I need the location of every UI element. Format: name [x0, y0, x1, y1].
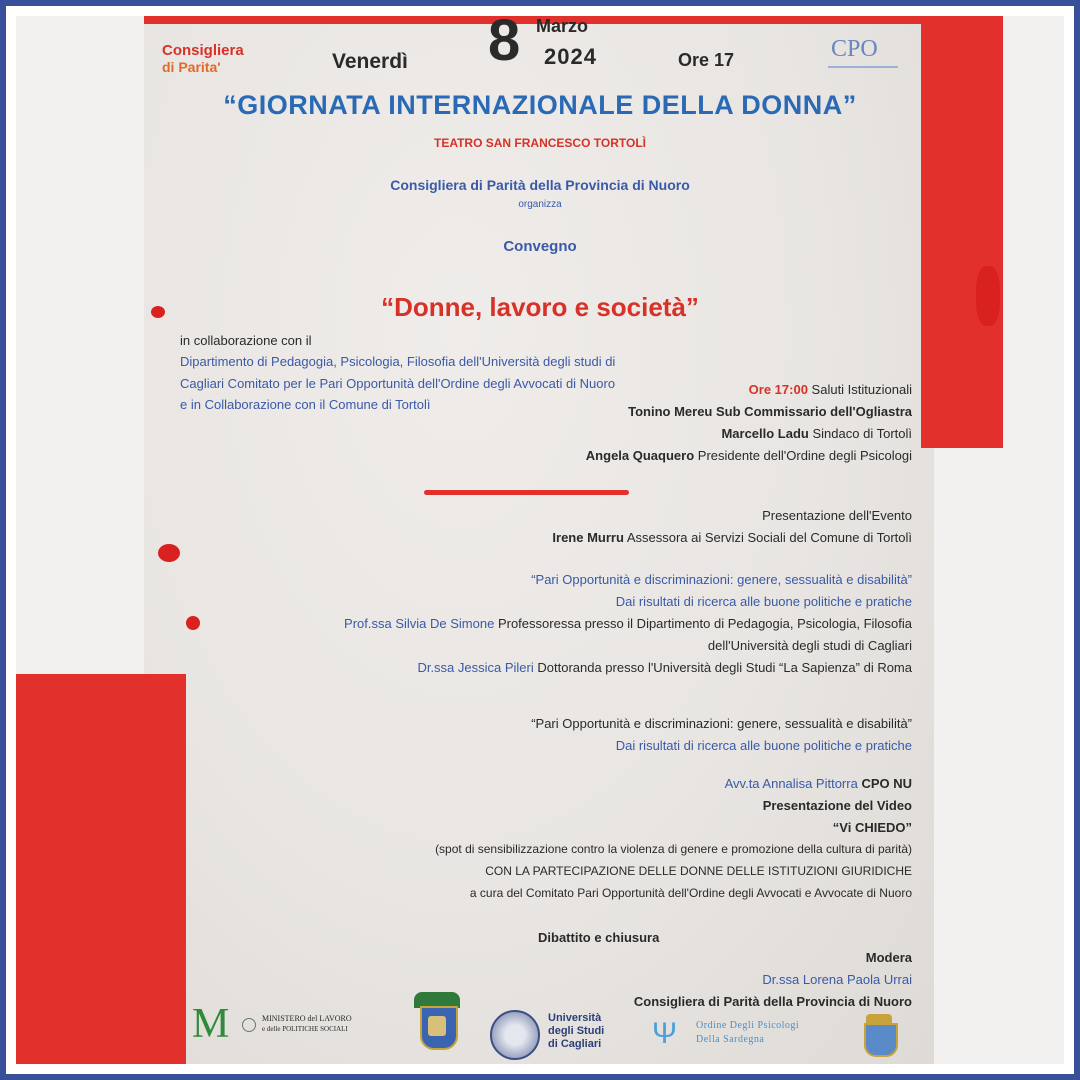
- speaker-name: Angela Quaquero: [585, 448, 695, 463]
- speaker-row: [586, 448, 912, 463]
- dibattito-label: Dibattito e chiusura: [538, 930, 660, 945]
- speaker-role: CPO NU: [861, 776, 912, 791]
- modera-label: Modera: [865, 950, 912, 965]
- red-splatter: [158, 544, 180, 562]
- saluti-label: Saluti Istituzionali: [811, 382, 912, 397]
- ministero-emblem-icon: M: [192, 1001, 230, 1047]
- speaker-role: Sub Commissario dell'Ogliastra: [716, 404, 912, 419]
- video-title: “Vi CHIEDO”: [832, 820, 912, 835]
- speaker-name: Avv.ta Annalisa Pittorra: [724, 776, 858, 791]
- talk1-subtitle: Dai risultati di ricerca alle buone politiche e pratiche: [615, 594, 912, 609]
- talk2-subtitle: Dai risultati di ricerca alle buone politiche e pratiche: [615, 738, 912, 753]
- uni-line3: di Cagliari: [548, 1038, 602, 1050]
- speaker-row: [721, 426, 912, 441]
- speaker-role: Sindaco di Tortolì: [812, 426, 912, 441]
- speaker-role-cont: dell'Università degli studi di Cagliari: [707, 638, 912, 653]
- psi-line1: Ordine Degli Psicologi: [696, 1020, 800, 1031]
- psi-line2: Della Sardegna: [696, 1034, 765, 1045]
- red-stripe-right: [921, 16, 1003, 448]
- logo-left-line2: di Parita': [162, 59, 221, 75]
- saluti-time: Ore 17:00: [748, 382, 808, 397]
- logo-left-line1: Consigliera: [162, 42, 244, 59]
- venue: TEATRO SAN FRANCESCO TORTOLÌ: [433, 136, 646, 150]
- speaker-row: [725, 776, 912, 791]
- convegno-subtitle: “Donne, lavoro e società”: [381, 292, 699, 322]
- consigliera-logo: [162, 42, 244, 75]
- red-divider: [424, 490, 629, 495]
- cpo-logo: CPO: [831, 36, 878, 62]
- provincia-crest-icon: [414, 992, 460, 1054]
- university-name: [548, 1012, 604, 1051]
- moderator-role: Consigliera di Parità della Provincia di Nuoro: [633, 994, 912, 1009]
- poster-frame: [6, 6, 1074, 1074]
- speaker-name: Irene Murru: [552, 530, 624, 545]
- red-stripe-left: [16, 674, 186, 1064]
- speaker-role: Dottoranda presso l'Università degli Studi “La Sapienza” di Roma: [537, 660, 912, 675]
- university-seal-icon: [490, 1010, 540, 1060]
- a-cura-label: a cura del Comitato Pari Opportunità dell'Ordine degli Avvocati e Avvocate di Nuoro: [469, 886, 912, 900]
- ministero-logo: [192, 1000, 352, 1050]
- collab-line3: e in Collaborazione con il Comune di Tortolì: [180, 397, 431, 412]
- speaker-role: Assessora ai Servizi Sociali del Comune di Tortolì: [626, 530, 912, 545]
- ministero-line2: e delle POLITICHE SOCIALI: [262, 1025, 348, 1033]
- speaker-row: [417, 660, 912, 675]
- speaker-role: Professoressa presso il Dipartimento di Pedagogia, Psicologia, Filosofia: [497, 616, 912, 631]
- talk2-title: “Pari Opportunità e discriminazioni: genere, sessualità e disabilità”: [531, 716, 912, 731]
- collab-intro: in collaborazione con il: [180, 333, 312, 348]
- saluti-row: [749, 382, 912, 397]
- speaker-row: [552, 530, 912, 545]
- speaker-name: Prof.ssa Silvia De Simone: [344, 616, 495, 631]
- year-label: 2024: [544, 44, 597, 69]
- collab-line1: Dipartimento di Pedagogia, Psicologia, Filosofia dell'Università degli studi di: [180, 354, 616, 369]
- speaker-name: Dr.ssa Jessica Pileri: [417, 660, 534, 675]
- speaker-role: Presidente dell'Ordine degli Psicologi: [697, 448, 912, 463]
- uni-line1: Università: [548, 1012, 602, 1024]
- partecipazione-label: CON LA PARTECIPAZIONE DELLE DONNE DELLE ISTITUZIONI GIURIDICHE: [485, 864, 912, 878]
- presentazione-label: Presentazione dell'Evento: [762, 508, 912, 523]
- organizza-label: organizza: [518, 199, 562, 210]
- date-number: 8: [488, 16, 521, 73]
- poster: [16, 16, 1064, 1064]
- speaker-name: Marcello Ladu: [721, 426, 809, 441]
- speaker-name: Tonino Mereu: [628, 404, 713, 419]
- red-splatter: [186, 616, 200, 630]
- organizer: Consigliera di Parità della Provincia di Nuoro: [390, 177, 690, 193]
- red-top-border: [144, 16, 924, 24]
- moderator-name: Dr.ssa Lorena Paola Urrai: [762, 972, 912, 987]
- uni-line2: degli Studi: [548, 1025, 605, 1037]
- speaker-row: [628, 404, 912, 419]
- collab-line2: Cagliari Comitato per le Pari Opportunità dell'Ordine degli Avvocati di Nuoro: [180, 376, 616, 391]
- video-label: Presentazione del Video: [762, 798, 912, 813]
- day-label: Venerdì: [332, 50, 408, 73]
- video-description: (spot di sensibilizzazione contro la violenza di genere e promozione della cultura di parità): [435, 842, 912, 856]
- event-title: “GIORNATA INTERNAZIONALE DELLA DONNA”: [223, 90, 857, 120]
- month-label: Marzo: [536, 16, 589, 36]
- comune-crest-icon: [862, 1014, 896, 1056]
- psychologists-logo: [652, 1016, 862, 1056]
- convegno-label: Convegno: [503, 238, 577, 255]
- psi-symbol-icon: Ψ: [652, 1017, 678, 1050]
- speaker-row: [344, 616, 912, 631]
- republic-emblem-icon: [242, 1018, 256, 1032]
- time-label: Ore 17: [678, 50, 735, 70]
- cpo-logo-underline: [828, 66, 898, 68]
- ministero-line1: MINISTERO del LAVORO: [262, 1014, 352, 1023]
- talk1-title: “Pari Opportunità e discriminazioni: genere, sessualità e disabilità”: [531, 572, 912, 587]
